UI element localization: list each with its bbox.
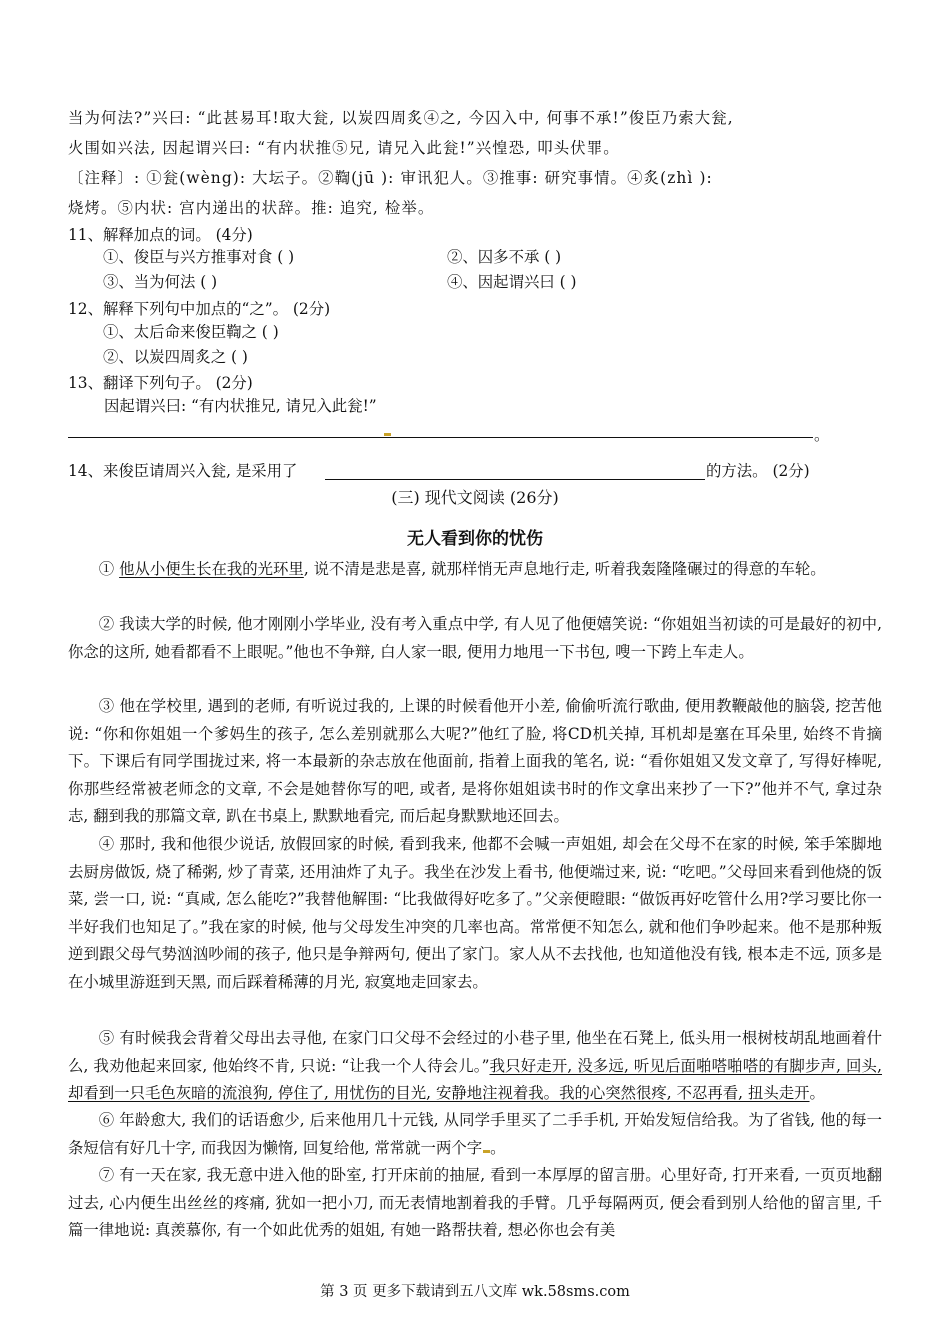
question-13-period: 。 [814,426,830,444]
paragraph-1-rest: , 说不清是悲是喜, 就那样悄无声息地行走, 听着我轰隆隆碾过的得意的车轮。 [303,560,826,578]
paragraph-6-text: ⑥ 年龄愈大, 我们的话语愈少, 后来他用几十元钱, 从同学手里买了二手手机, 开始发短信给我。为了省钱, 他的每一条短信有好几十字, 而我因为懒惰, 回复给他, 常常就一两个字 [68,1111,882,1157]
question-12-item-2: ②、以炭四周炙之 ( ) [103,348,248,366]
paragraph-1 [68,556,882,584]
question-14-suffix: 的方法。 (2分) [706,462,810,480]
paragraph-6-end: 。 [490,1138,506,1157]
paragraph-5-end: 。 [809,1084,825,1103]
classical-text-line-1: 当为何法?”兴曰: “此甚易耳!取大瓮, 以炭四周炙④之, 今囚入中, 何事不承!”俊臣乃索大瓮, [68,109,734,127]
question-11-item-2: ②、囚多不承 ( ) [447,248,562,266]
paragraph-7: ⑦ 有一天在家, 我无意中进入他的卧室, 打开床前的抽屉, 看到一本厚厚的留言册。心里好奇, 打开来看, 一页页地翻过去, 心内便生出丝丝的疼痛, 犹如一把小刀, 而无表情地割着我的手臂。几乎每隔两页, 便会看到别人给他的留言里, 千篇一律地说: 真羡慕你, 有一个如此优秀的姐姐, 有她一路帮扶着, 想必你也会有美 [68,1166,882,1240]
question-14-text: 14、来俊臣请周兴入瓮, 是采用了 [68,462,298,480]
page-footer: 第 3 页 更多下载请到五八文库 wk.58sms.com [320,1284,630,1300]
question-12-item-1: ①、太后命来俊臣鞫之 ( ) [103,323,279,341]
paragraph-5-text: ⑤ 有时候我会背着父母出去寻他, 在家门口父母不会经过的小巷子里, 他坐在石凳上, 低头用一根树枝胡乱地画着什么, 我劝他起来回家, 他始终不肯, 只说: “让我一个人待会儿。” [68,1029,882,1075]
classical-text-line-2: 火围如兴法, 因起谓兴曰: “有内状推⑤兄, 请兄入此瓮!”兴惶恐, 叩头伏罪。 [68,139,620,157]
paragraph-3: ③ 他在学校里, 遇到的老师, 有听说过我的, 上课的时候看他开小差, 偷偷听流行歌曲, 便用教鞭敲他的脑袋, 挖苦他说: “你和你姐姐一个爹妈生的孩子, 怎么差别就那么大呢?”他红了脸, 将CD机关掉, 耳机却是塞在耳朵里, 始终不肯摘下。下课后有同学围拢过来, 将一本最新的杂志放在他面前, 指着上面我的笔名, 说: “看你姐姐又发文章了, 写得好棒呢, 你那些经常被老师念的文章, 不会是她替你写的吧, 或者, 是将你姐姐读书时的作文拿出来抄了一下?”他并不气, 拿过杂志, 翻到我的那篇文章, 趴在书桌上, 默默地看完, 而后起身默默地还回去。 [68,697,882,826]
paragraph-1-number: ① [98,560,115,578]
question-11-item-4: ④、因起谓兴曰 ( ) [447,273,577,291]
section-title: (三) 现代文阅读 (26分) [391,488,559,507]
highlight-mark [384,433,391,436]
question-11 [68,223,253,247]
paragraph-2: ② 我读大学的时候, 他才刚刚小学毕业, 没有考入重点中学, 有人见了他便嬉笑说: “你姐姐当初读的可是最好的初中, 你念的这所, 她看都看不上眼呢。”他也不争辩, 白人家一眼, 便用力地甩一下书包, 嗖一下跨上车走人。 [68,615,882,661]
question-11-item-1: ①、俊臣与兴方推事对食 ( ) [103,248,295,266]
question-13-sentence: 因起谓兴曰: “有内状推兄, 请兄入此瓮!” [104,397,377,415]
question-12: 12、解释下列句中加点的“之”。 (2分) [68,300,331,318]
paragraph-6 [68,1107,882,1162]
question-11-text: 11、解释加点的词。 (4分) [68,226,253,244]
answer-line-13[interactable] [68,437,813,438]
paragraph-4: ④ 那时, 我和他很少说话, 放假回家的时候, 看到我来, 他都不会喊一声姐姐, 却会在父母不在家的时候, 笨手笨脚地去厨房做饭, 烧了稀粥, 炒了青菜, 还用油炸了丸子。我坐在沙发上看书, 他便端过来, 说: “吃吧。”父母回来看到他烧的饭菜, 尝一口, 说: “真咸, 怎么能吃?”我替他解围: “比我做得好吃多了。”父亲便瞪眼: “做饭再好吃管什么用?学习要比你一半好我们也知足了。”我在家的时候, 他与父母发生冲突的几率也高。常常便不知怎么, 就和他们争吵起来。他不是那种叛逆到跟父母气势汹汹吵闹的孩子, 他只是争辩两句, 便出了家门。家人从不去找他, 也知道他没有钱, 根本走不远, 顶多是在小城里游逛到天黑, 而后踩着稀薄的月光, 寂寞地走回家去。 [68,835,882,991]
annotation-line-2: 烧烤。⑤内状: 宫内递出的状辞。推: 追究, 检举。 [68,199,435,217]
paragraph-1-underlined: 他从小便生长在我的光环里 [119,560,304,578]
article-title: 无人看到你的忧伤 [407,529,543,549]
question-13: 13、翻译下列句子。 (2分) [68,374,253,392]
answer-line-14[interactable] [325,479,705,480]
paragraph-5 [68,1025,882,1108]
paragraph-5-underlined: 我只好走开, 没多远, 听见后面啪嗒啪嗒的有脚步声, 回头, 却看到一只毛色灰暗的流浪狗, 停住了, 用忧伤的目光, 安静地注视着我。我的心突然很疼, 不忍再看, 扭头走开 [68,1056,883,1103]
question-11-item-3: ③、当为何法 ( ) [103,273,218,291]
annotation-line-1: 〔注释〕: ①瓮(wèng): 大坛子。②鞫(jū ): 审讯犯人。③推事: 研究事情。④炙(zhì ): [68,169,713,187]
